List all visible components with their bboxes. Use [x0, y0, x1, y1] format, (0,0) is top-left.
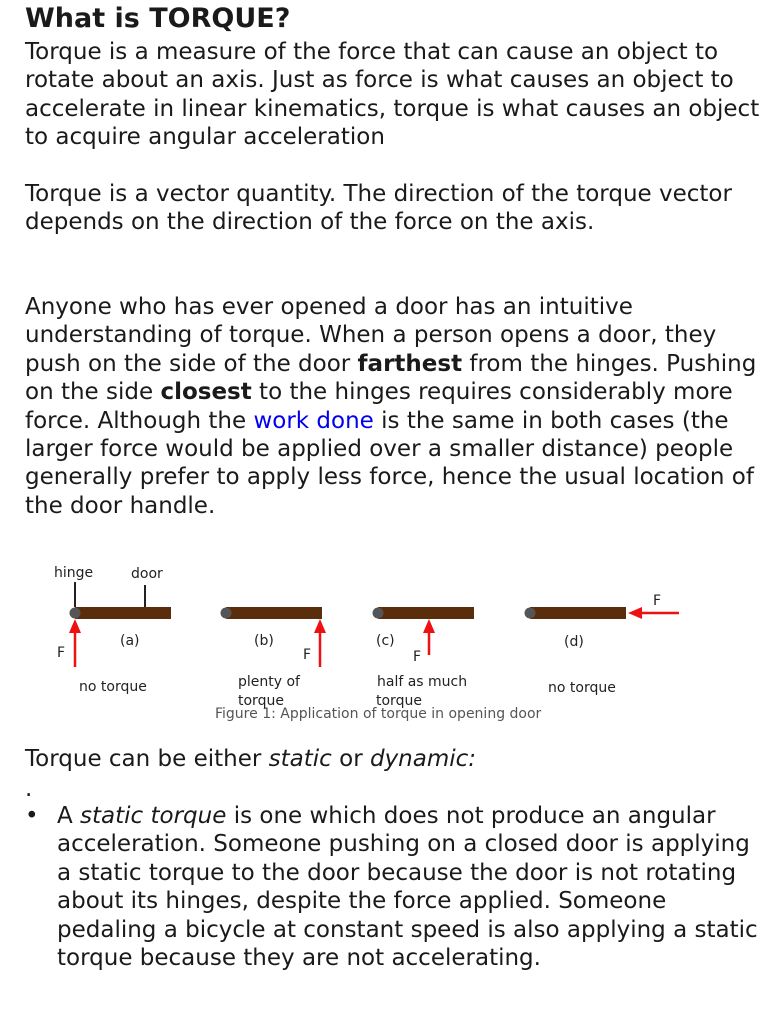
- door-bar-d: [530, 607, 626, 619]
- force-arrowhead-c: [423, 619, 435, 633]
- em-static: static: [268, 746, 332, 772]
- force-label-d: F: [653, 593, 662, 609]
- types-text-1: Torque can be either: [25, 746, 269, 772]
- force-label-b: F: [303, 647, 312, 663]
- em-static-torque: static torque: [80, 803, 227, 829]
- door-text-3: to the hinges requires considerably more force. Although the: [25, 379, 733, 434]
- panel-label-b: (b): [254, 633, 274, 649]
- hinge-circle-c: [373, 608, 384, 619]
- static-torque-bullet: [25, 802, 760, 972]
- hinge-label: hinge: [54, 565, 94, 581]
- bold-farthest: farthest: [357, 350, 463, 377]
- force-label-c: F: [413, 649, 422, 665]
- panel-label-a: (a): [120, 633, 140, 649]
- types-text-2: or: [331, 746, 370, 772]
- force-arrowhead-a: [69, 619, 81, 633]
- em-dynamic: dynamic:: [369, 746, 477, 772]
- hinge-circle-b: [221, 608, 232, 619]
- torque-types-paragraph: [25, 745, 760, 773]
- bullet-dot-icon: •: [25, 803, 39, 829]
- bullet-text-2: is one which does not produce an angular acceleration. Someone pushing on a closed door is applying a static torque to the door because the door is not rotating about its hinges, despite the force applied. Someone pedaling a bicycle at constant speed is also applying a static torque because they are not accelerating.: [57, 803, 758, 972]
- work-done-link[interactable]: work done: [253, 407, 374, 434]
- panel-caption-c-line2: torque: [376, 693, 422, 709]
- panel-caption-c-line1: half as much: [377, 674, 468, 690]
- force-arrowhead-b: [314, 619, 326, 633]
- stray-dot: .: [25, 776, 33, 802]
- hinge-circle-d: [525, 608, 536, 619]
- panel-label-c: (c): [376, 633, 395, 649]
- door-paragraph: [25, 293, 760, 520]
- vector-paragraph: Torque is a vector quantity. The direction of the torque vector depends on the direction of the force on the axis.: [25, 181, 732, 236]
- intro-paragraph: Torque is a measure of the force that can cause an object to rotate about an axis. Just as force is what causes an object to accelerate in linear kinematics, torque is what causes an object to acquire angular acceleration: [25, 39, 760, 151]
- figure-caption: Figure 1: Application of torque in opening door: [215, 706, 542, 722]
- page-title: What is TORQUE?: [25, 3, 291, 34]
- panel-caption-b-line1: plenty of: [238, 674, 300, 690]
- force-label-a: F: [57, 645, 66, 661]
- panel-caption-a: no torque: [79, 679, 147, 695]
- door-label: door: [131, 566, 163, 582]
- hinge-circle-a: [70, 608, 81, 619]
- door-text-4: is the same in both cases (the larger force would be applied over a smaller distance) people generally prefer to apply less force, hence the usual location of the door handle.: [25, 407, 754, 519]
- door-bar-c: [378, 607, 474, 619]
- torque-door-figure: [0, 555, 768, 725]
- panel-label-d: (d): [564, 634, 584, 650]
- panel-caption-d: no torque: [548, 680, 616, 696]
- door-bar-a: [75, 607, 171, 619]
- panel-caption-b-line2: torque: [238, 693, 284, 709]
- bold-closest: closest: [160, 379, 252, 406]
- torque-bullet-list: [25, 802, 760, 972]
- door-text-2: from the hinges. Pushing on the side: [25, 350, 757, 406]
- door-text-1: Anyone who has ever opened a door has an intuitive understanding of torque. When a person opens a door, they push on the side of the door: [25, 294, 717, 377]
- bullet-text-1: A: [57, 803, 81, 829]
- force-arrowhead-d: [628, 607, 642, 619]
- door-bar-b: [226, 607, 322, 619]
